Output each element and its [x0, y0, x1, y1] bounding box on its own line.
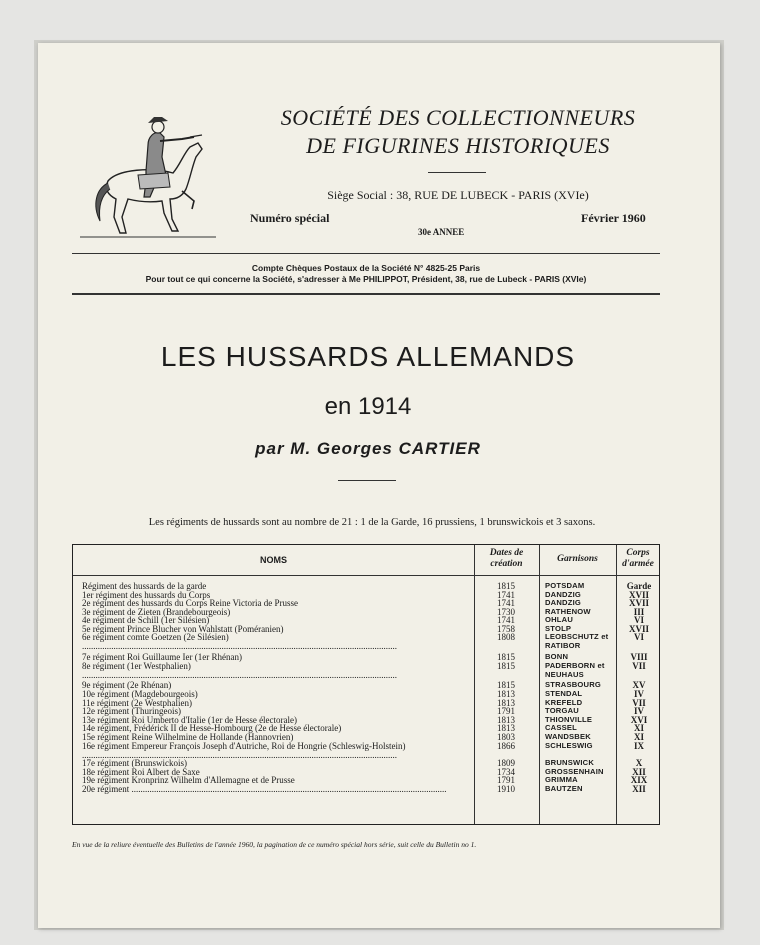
header-divider — [73, 575, 659, 576]
column-divider — [539, 545, 540, 824]
creation-date: 1813 — [497, 698, 515, 708]
garrison: GROSSENHAIN — [545, 767, 604, 776]
garrison: BAUTZEN — [545, 784, 583, 793]
army-corps: VI — [633, 632, 644, 642]
army-corps: XVI — [630, 715, 648, 725]
regiment-name: 20e régiment ............................................................................................................................................ — [82, 785, 447, 794]
creation-date: 1809 — [497, 758, 515, 768]
garrison: POTSDAM — [545, 581, 585, 590]
army-corps: VI — [633, 615, 644, 625]
cavalier-on-horse-icon — [78, 101, 218, 247]
garrison: PADERBORN et NEUHAUS — [545, 661, 605, 679]
garrison: DANDZIG — [545, 598, 581, 607]
creation-date: 1815 — [497, 661, 515, 671]
creation-date: 1815 — [497, 581, 515, 591]
army-corps: III — [633, 607, 645, 617]
army-corps: Garde — [626, 581, 652, 591]
compte-line-1: Compte Chèques Postaux de la Société N° 4825-25 Paris — [251, 263, 481, 273]
creation-date: 1813 — [497, 723, 515, 733]
header-corps-line-1: Corps — [626, 548, 650, 558]
regiment-name: 5e régiment Prince Blucher von Wahlstatt (Poméranien) — [82, 625, 284, 634]
header-corps — [616, 548, 660, 570]
army-corps: XVII — [628, 590, 649, 600]
regiments-table — [72, 544, 660, 825]
issue-date: Février 1960 — [581, 211, 646, 225]
garrison: STENDAL — [545, 689, 583, 698]
army-corps: XII — [632, 784, 646, 794]
regiment-name: 8e régiment (1er Westphalien) ............................................................................................................................................ — [82, 662, 397, 680]
creation-date: 1741 — [497, 615, 515, 625]
army-corps: XVII — [628, 598, 649, 608]
header-rule — [72, 253, 660, 254]
creation-date: 1791 — [497, 775, 515, 785]
creation-date: 1741 — [497, 598, 515, 608]
garrison: WANDSBEK — [545, 732, 591, 741]
compte-line-2: Pour tout ce qui concerne la Société, s'adresser à Me PHILIPPOT, Président, 38, rue de Lubeck - PARIS (XVIe) — [145, 274, 587, 284]
garrison: DANDZIG — [545, 590, 581, 599]
army-corps: VII — [632, 698, 646, 708]
creation-date: 1758 — [497, 624, 515, 634]
article-subtitle: en 1914 — [324, 393, 412, 420]
intro-text: Les régiments de hussards sont au nombre de 21 : 1 de la Garde, 16 prussiens, 1 brunswickois et 3 saxons. — [148, 517, 596, 528]
army-corps: VII — [632, 661, 646, 671]
header-dates-line-2: création — [490, 559, 523, 569]
army-corps: VIII — [630, 652, 648, 662]
garrison: KREFELD — [545, 698, 583, 707]
regiment-name: Régiment des hussards de la garde — [82, 582, 207, 591]
garrison: BONN — [545, 652, 569, 661]
garrison: SCHLESWIG — [545, 741, 593, 750]
army-corps: X — [635, 758, 643, 768]
garrison: LEOBSCHUTZ et RATIBOR — [545, 632, 609, 650]
regiment-name: 19e régiment Kronprinz Wilhelm d'Allemagne et de Prusse — [82, 776, 295, 785]
regiment-name: 9e régiment (2e Rhénan) — [82, 681, 172, 690]
army-corps: IV — [633, 706, 644, 716]
creation-date: 1808 — [497, 632, 515, 642]
creation-date: 1910 — [497, 784, 515, 794]
army-corps: IX — [633, 741, 644, 751]
regiment-name: 7e régiment Roi Guillaume Ier (1er Rhénan) — [82, 653, 242, 662]
header-corps-line-2: d'armée — [622, 559, 654, 569]
regiment-name: 16e régiment Empereur François Joseph d'Autriche, Roi de Hongrie (Schleswig-Holstein) ............................................................................................................................................ — [82, 742, 406, 759]
garrison: OHLAU — [545, 615, 573, 624]
footnote: En vue de la reliure éventuelle des Bulletins de l'année 1960, la pagination de ce numéro spécial hors série, suit celle du Bulletin no 1. — [72, 840, 477, 849]
regiment-name: 1er régiment des hussards du Corps — [82, 591, 211, 600]
creation-date: 1866 — [497, 741, 515, 751]
garrison: STOLP — [545, 624, 572, 633]
header-double-rule — [72, 293, 660, 295]
regiment-name: 6e régiment comte Goetzen (2e Silésien) ............................................................................................................................................ — [82, 633, 397, 651]
header-garnisons: Garnisons — [557, 554, 598, 564]
header-noms: NOMS — [260, 555, 287, 565]
society-line-1: SOCIÉTÉ DES COLLECTIONNEURS — [280, 105, 636, 130]
creation-date: 1815 — [497, 680, 515, 690]
garrison: BRUNSWICK — [545, 758, 595, 767]
numero-special: Numéro spécial — [250, 211, 330, 225]
creation-date: 1813 — [497, 689, 515, 699]
regiment-name: 18e régiment Roi Albert de Saxe — [82, 768, 200, 777]
creation-date: 1734 — [497, 767, 515, 777]
army-corps: XII — [632, 767, 646, 777]
regiment-name: 17e régiment (Brunswickois) — [82, 759, 187, 768]
army-corps: XVII — [628, 624, 649, 634]
regiment-name: 10e régiment (Magdebourgeois) — [82, 690, 198, 699]
regiment-name: 15e régiment Reine Wilhelmine de Hollande (Hannovrien) — [82, 733, 294, 742]
army-corps: IV — [633, 689, 644, 699]
garrison: GRIMMA — [545, 775, 578, 784]
army-corps: XI — [633, 723, 644, 733]
regiment-name: 14e régiment, Frédérick II de Hesse-Hombourg (2e de Hesse électorale) — [82, 724, 342, 733]
garrison: CASSEL — [545, 723, 578, 732]
creation-date: 1730 — [497, 607, 515, 617]
regiment-name: 11e régiment (2e Westphalien) — [82, 699, 192, 708]
garrison: TORGAU — [545, 706, 579, 715]
regiment-name: 2e régiment des hussards du Corps Reine Victoria de Prusse — [82, 599, 299, 608]
army-corps: XI — [633, 732, 644, 742]
garrison: RATHENOW — [545, 607, 591, 616]
creation-date: 1813 — [497, 715, 515, 725]
creation-date: 1803 — [497, 732, 515, 742]
title-divider — [428, 172, 486, 173]
header-dates-line-1: Dates de — [489, 548, 524, 558]
garrison: STRASBOURG — [545, 680, 602, 689]
regiment-name: 4e régiment de Schill (1er Silésien) — [82, 616, 210, 625]
society-name — [238, 104, 678, 160]
society-line-2: DE FIGURINES HISTORIQUES — [306, 133, 610, 158]
article-author: par M. Georges CARTIER — [255, 439, 481, 458]
creation-date: 1815 — [497, 652, 515, 662]
army-corps: XV — [632, 680, 646, 690]
regiment-name: 3e régiment de Zieten (Brandebourgeois) — [82, 608, 231, 617]
annee: 30e ANNEE — [418, 227, 465, 237]
creation-date: 1741 — [497, 590, 515, 600]
bulletin-page — [38, 43, 720, 928]
article-title: LES HUSSARDS ALLEMANDS — [160, 341, 576, 372]
regiment-name: 12e régiment (Thuringeois) — [82, 707, 181, 716]
creation-date: 1791 — [497, 706, 515, 716]
army-corps: XIX — [630, 775, 648, 785]
compte-cheques — [72, 263, 660, 285]
header-dates — [474, 548, 539, 570]
siege-social: Siège Social : 38, RUE DE LUBECK - PARIS (XVIe) — [327, 188, 589, 202]
regiment-name: 13e régiment Roi Umberto d'Italie (1er de Hesse électorale) — [82, 716, 298, 725]
garrison: THIONVILLE — [545, 715, 593, 724]
author-divider — [338, 480, 396, 481]
